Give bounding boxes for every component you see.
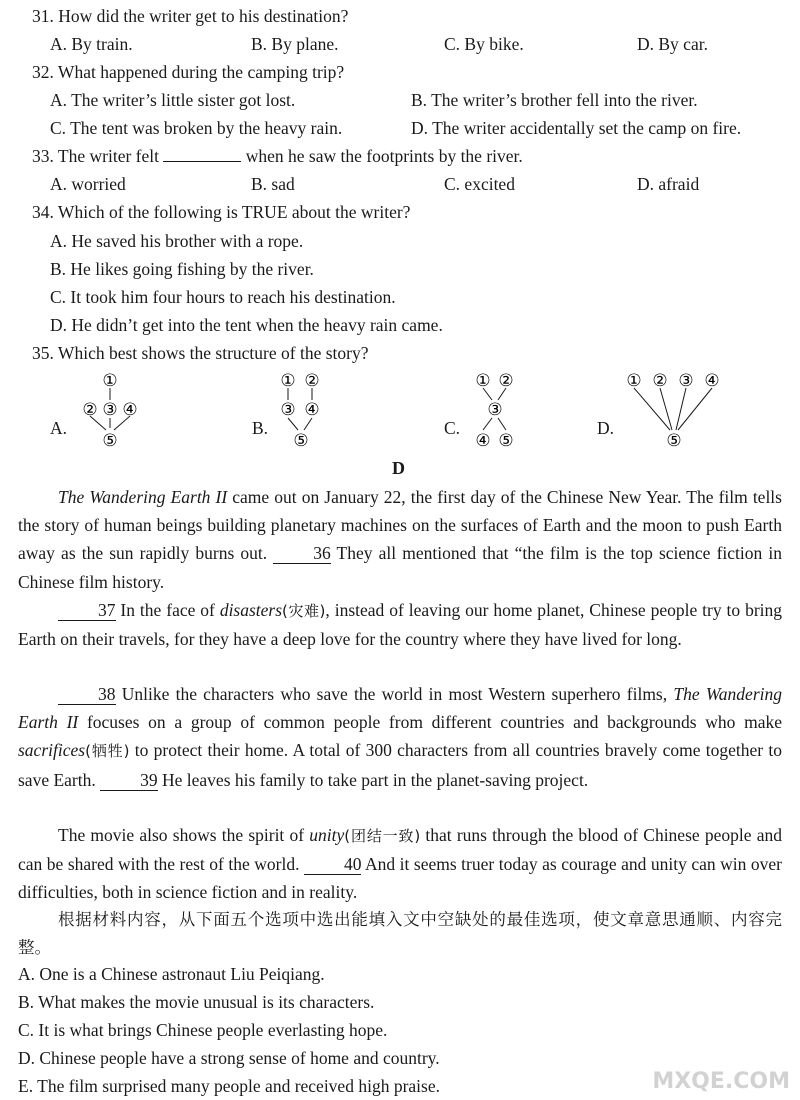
node-4: ④ (304, 400, 320, 420)
diagram-c-label[interactable]: C. (444, 418, 461, 438)
node-5: ⑤ (666, 431, 682, 450)
q34-option-c[interactable]: C. It took him four hours to reach his destination. (50, 287, 396, 307)
node-3: ③ (487, 400, 503, 420)
paragraph-3 (18, 680, 782, 794)
node-1: ① (102, 371, 118, 391)
q33-option-b[interactable]: B. sad (251, 174, 295, 194)
node-4: ④ (475, 431, 491, 450)
section-title: D (392, 458, 405, 478)
choice-d[interactable]: D. Chinese people have a strong sense of home and country. (18, 1048, 440, 1068)
instruction: 根据材料内容，从下面五个选项中选出能填入文中空缺处的最佳选项，使文章意思通顺、内容完整。 (18, 910, 782, 958)
node-1: ① (475, 371, 491, 391)
paragraph-3-text: Unlike the characters who save the world in most Western superhero films, (115, 684, 674, 704)
question-31: 31. How did the writer get to his destination? (32, 6, 349, 26)
question-34: 34. Which of the following is TRUE about the writer? (32, 202, 411, 222)
q33-option-c[interactable]: C. excited (444, 174, 515, 194)
diagram-d-label[interactable]: D. (597, 418, 615, 438)
node-5: ⑤ (102, 431, 118, 450)
paragraph-4-text: The movie also shows the spirit of (58, 825, 310, 845)
vocab-unity: unity (309, 825, 345, 845)
node-4: ④ (704, 371, 720, 391)
node-1: ① (626, 371, 642, 391)
film-title: The Wandering Earth II (58, 487, 228, 507)
node-2: ② (652, 371, 668, 391)
q34-option-b[interactable]: B. He likes going fishing by the river. (50, 259, 314, 279)
q32-option-d[interactable]: D. The writer accidentally set the camp on fire. (411, 118, 742, 138)
question-33-blank[interactable] (163, 161, 241, 162)
node-2: ② (304, 371, 320, 391)
paragraph-1-text-2: They all mentioned that “the film is the top science fiction in Chinese film history. (18, 543, 782, 592)
watermark-logo: MXQE.COM (652, 1069, 790, 1094)
node-1: ① (280, 371, 296, 391)
q33-option-a[interactable]: A. worried (50, 174, 126, 194)
node-3: ③ (678, 371, 694, 391)
q34-option-a[interactable]: A. He saved his brother with a rope. (50, 231, 304, 251)
node-2: ② (498, 371, 514, 391)
node-5: ⑤ (293, 431, 309, 450)
question-35: 35. Which best shows the structure of the story? (32, 343, 369, 363)
diagram-d-line (678, 388, 712, 430)
paragraph-4-text-3: And it seems truer today as courage and unity can win over difficulties, both in science fiction and in reality. (18, 854, 782, 903)
diagram-b (272, 366, 332, 450)
q32-option-a[interactable]: A. The writer’s little sister got lost. (50, 90, 296, 110)
diagram-d-line (676, 388, 686, 430)
choice-a[interactable]: A. One is a Chinese astronaut Liu Peiqiang. (18, 964, 325, 984)
q31-option-c[interactable]: C. By bike. (444, 34, 524, 54)
q32-option-b[interactable]: B. The writer’s brother fell into the river. (411, 90, 698, 110)
node-5: ⑤ (498, 431, 514, 450)
q34-option-d[interactable]: D. He didn’t get into the tent when the heavy rain came. (50, 315, 443, 335)
paragraph-4 (18, 821, 782, 907)
paragraph-1-text: came out on January 22, the first day of the Chinese New Year. The film tells the story of human beings building planetary machines on the surfaces of Earth and the moon to push Earth away as the sun rapidly burns out. (18, 487, 782, 564)
vocab-sacrifices: sacrifices (18, 740, 86, 761)
diagram-a (76, 366, 146, 450)
q31-option-b[interactable]: B. By plane. (251, 34, 339, 54)
q31-option-d[interactable]: D. By car. (637, 34, 708, 54)
node-4: ④ (122, 400, 138, 420)
paragraph-2-text: In the face of (115, 600, 220, 620)
node-2: ② (82, 400, 98, 420)
choice-b[interactable]: B. What makes the movie unusual is its characters. (18, 992, 375, 1012)
diagram-c (466, 366, 526, 450)
choice-e[interactable]: E. The film surprised many people and received high praise. (18, 1076, 440, 1096)
vocab-disasters-cn: (灾难) (282, 602, 326, 620)
choice-c[interactable]: C. It is what brings Chinese people everlasting hope. (18, 1020, 388, 1040)
diagram-d (618, 366, 728, 450)
diagram-d-line (634, 388, 670, 430)
q32-option-c[interactable]: C. The tent was broken by the heavy rain. (50, 118, 343, 138)
question-33-text-post: when he saw the footprints by the river. (245, 146, 523, 166)
paragraph-3-text-3: to protect their home. A total of 300 characters from all countries bravely come together to save Earth. (18, 740, 782, 790)
paragraph-3-text-2: focuses on a group of common people from different countries and backgrounds who make (78, 712, 782, 733)
film-title-2: The Wandering Earth II (18, 684, 782, 733)
question-32: 32. What happened during the camping trip? (32, 62, 345, 82)
diagram-d-line (660, 388, 672, 430)
blank-39[interactable]: 39 (100, 770, 158, 791)
vocab-sacrifices-cn: (牺牲) (85, 742, 130, 761)
blank-37[interactable]: 37 (58, 600, 116, 621)
diagram-b-label[interactable]: B. (252, 418, 269, 438)
paragraph-2-text-2: , instead of leaving our home planet, Chinese people try to bring Earth on their travels, for they have a deep love for the country where they have lived for long. (18, 600, 783, 650)
blank-38[interactable]: 38 (58, 684, 116, 705)
vocab-unity-cn: (团结一致) (344, 827, 421, 845)
q33-option-d[interactable]: D. afraid (637, 174, 700, 194)
blank-40[interactable]: 40 (304, 854, 362, 875)
paragraph-3-text-4: He leaves his family to take part in the planet-saving project. (157, 769, 589, 790)
q31-option-a[interactable]: A. By train. (50, 34, 133, 54)
vocab-disasters: disasters (219, 600, 283, 620)
node-3: ③ (280, 400, 296, 420)
question-33-text-pre: 33. The writer felt (32, 146, 159, 166)
paragraph-4-text-2: that runs through the blood of Chinese people and can be shared with the rest of the world. (18, 825, 782, 875)
diagram-a-label[interactable]: A. (50, 418, 68, 438)
question-33 (32, 144, 523, 168)
node-3: ③ (102, 400, 118, 420)
paragraph-1 (18, 483, 782, 596)
blank-36[interactable]: 36 (273, 543, 331, 564)
paragraph-2 (18, 596, 782, 653)
